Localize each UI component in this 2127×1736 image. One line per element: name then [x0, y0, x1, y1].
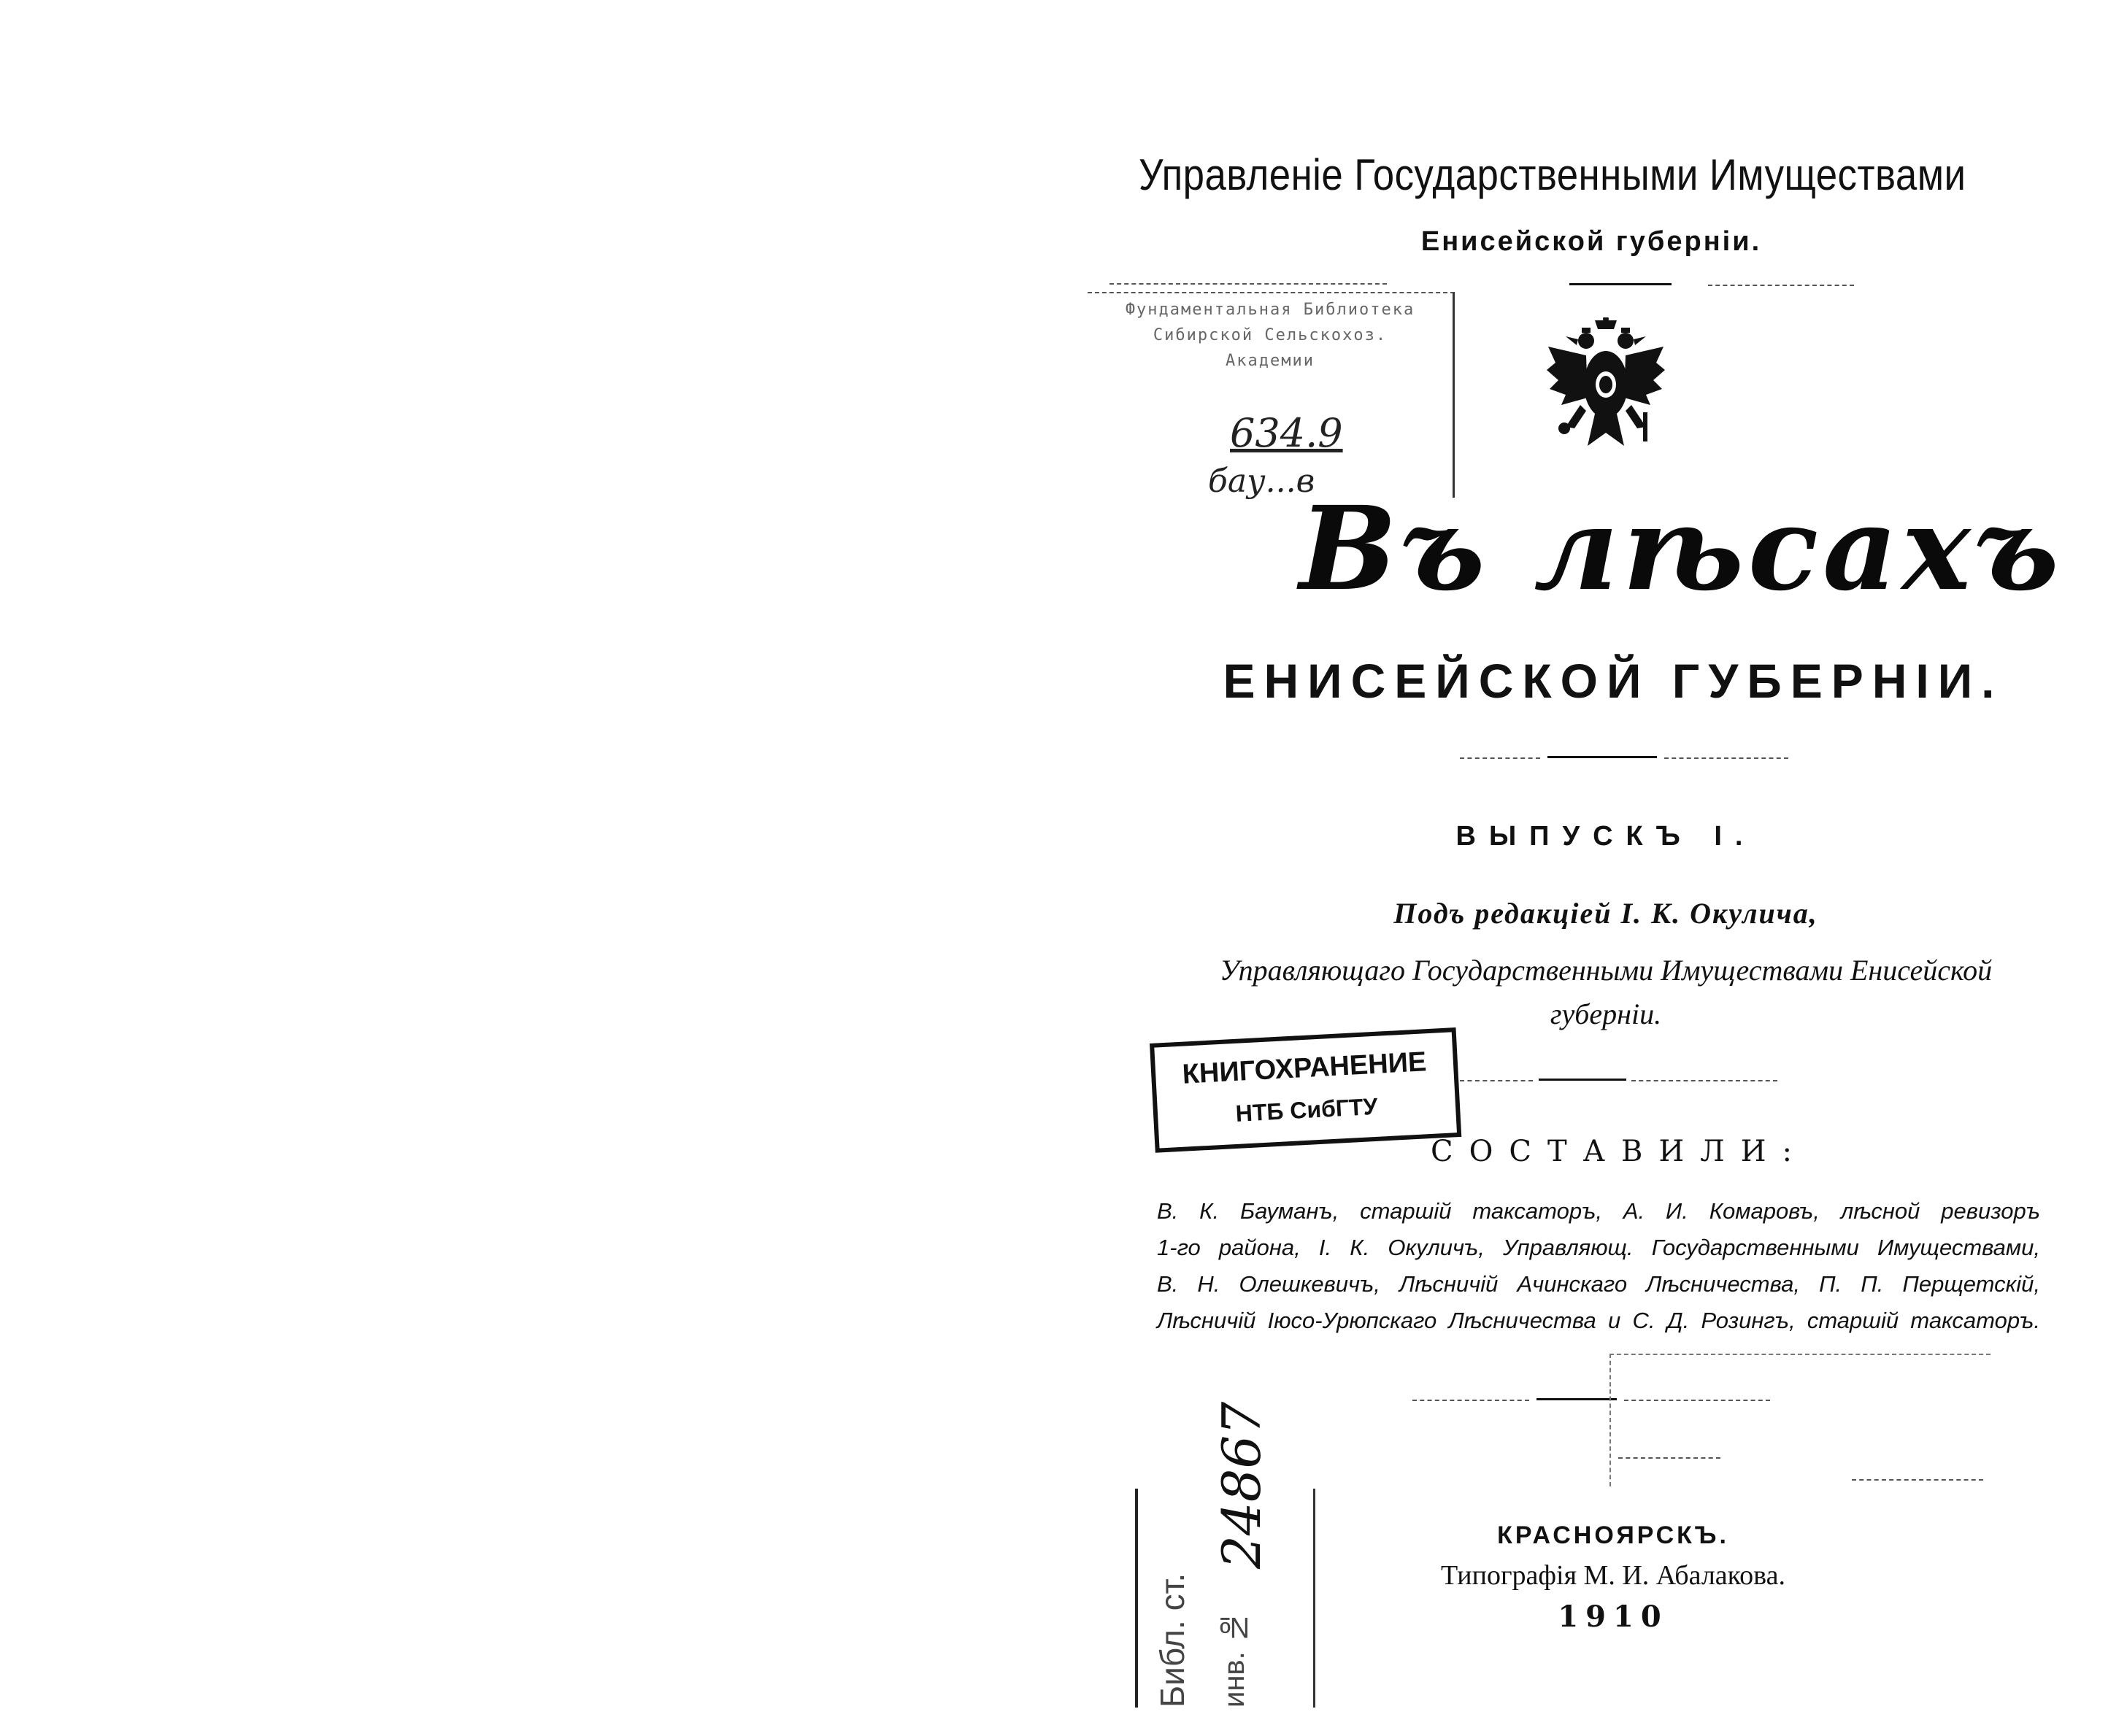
editor-divider-right: [1631, 1080, 1777, 1081]
storage-stamp-line-2: НТБ СибГТУ: [1234, 1092, 1379, 1127]
header-divider-right: [1708, 285, 1854, 286]
library-shelf-code: 634.9: [1230, 410, 1343, 456]
faint-stamp-line: [1852, 1479, 1983, 1481]
compilers-line-4: Лѣсничій Іюсо-Урюпскаго Лѣсничества и С. Д. Розингъ, старшій таксаторъ.: [1157, 1308, 2040, 1333]
imprint-year: 1910: [1558, 1600, 1669, 1634]
storage-stamp: [1150, 1027, 1461, 1153]
compilers-line-3: В. Н. Олешкевичъ, Лѣсничій Ачинскаго Лѣсничества, П. П. Перщетскій,: [1157, 1271, 2040, 1297]
title-divider-center: [1547, 756, 1657, 758]
issue-number: ВЫПУСКЪ I.: [1455, 821, 1756, 852]
header-department: Управленіе Государственными Имуществами: [1139, 150, 1966, 199]
title-divider-left: [1460, 757, 1540, 759]
faint-stamp-line: [1618, 1457, 1720, 1459]
imprint-city: КРАСНОЯРСКЪ.: [1497, 1521, 1729, 1549]
library-stamp-line-2: Сибирской Сельскохоз.: [1153, 326, 1388, 344]
inventory-stamp: [1135, 1401, 1315, 1708]
editor-role: Управляющаго Государственными Имуществами Енисейской губерніи.: [1219, 954, 1993, 1030]
book-subtitle: ЕНИСЕЙСКОЙ ГУБЕРНІИ.: [1223, 654, 2004, 708]
header-province: Енисейской губерніи.: [1420, 226, 1762, 257]
storage-stamp-line-1: КНИГОХРАНЕНИЕ: [1181, 1046, 1428, 1090]
imprint-divider-left: [1412, 1400, 1529, 1401]
library-stamp-line-1: Фундаментальная Библиотека: [1125, 301, 1415, 319]
header-divider-left: [1109, 283, 1387, 285]
editor-divider-left: [1460, 1080, 1533, 1081]
imprint-printer: Типографія М. И. Абалакова.: [1441, 1560, 1785, 1591]
editor-divider-center: [1539, 1079, 1626, 1081]
title-divider-right: [1664, 757, 1788, 759]
inventory-number: 24867: [1211, 1401, 1272, 1569]
book-title: Въ лѣсахъ: [1299, 482, 2063, 617]
compilers-line-2: 1-го района, І. К. Окуличъ, Управляющ. Государственными Имуществами,: [1157, 1235, 2040, 1260]
imprint-divider-center: [1536, 1398, 1617, 1400]
compilers-line-1: В. К. Бауманъ, старшій таксаторъ, А. И. Комаровъ, лѣсной ревизоръ: [1157, 1198, 2040, 1224]
inventory-library-label: Библ. ст.: [1153, 1573, 1191, 1708]
editor-line: Подъ редакціей І. К. Окулича,: [1393, 897, 1818, 930]
library-author-code: бау...в: [1208, 463, 1315, 500]
header-divider-center: [1569, 283, 1672, 285]
double-headed-eagle-icon: [1544, 317, 1668, 456]
faint-stamp: [1609, 1354, 1991, 1486]
library-stamp: [1088, 292, 1455, 498]
compilers-list: [1157, 1193, 2040, 1339]
inventory-number-label: инв. №: [1218, 1611, 1250, 1708]
compilers-label: СОСТАВИЛИ:: [1431, 1135, 1808, 1168]
library-stamp-line-3: Академии: [1226, 352, 1315, 370]
